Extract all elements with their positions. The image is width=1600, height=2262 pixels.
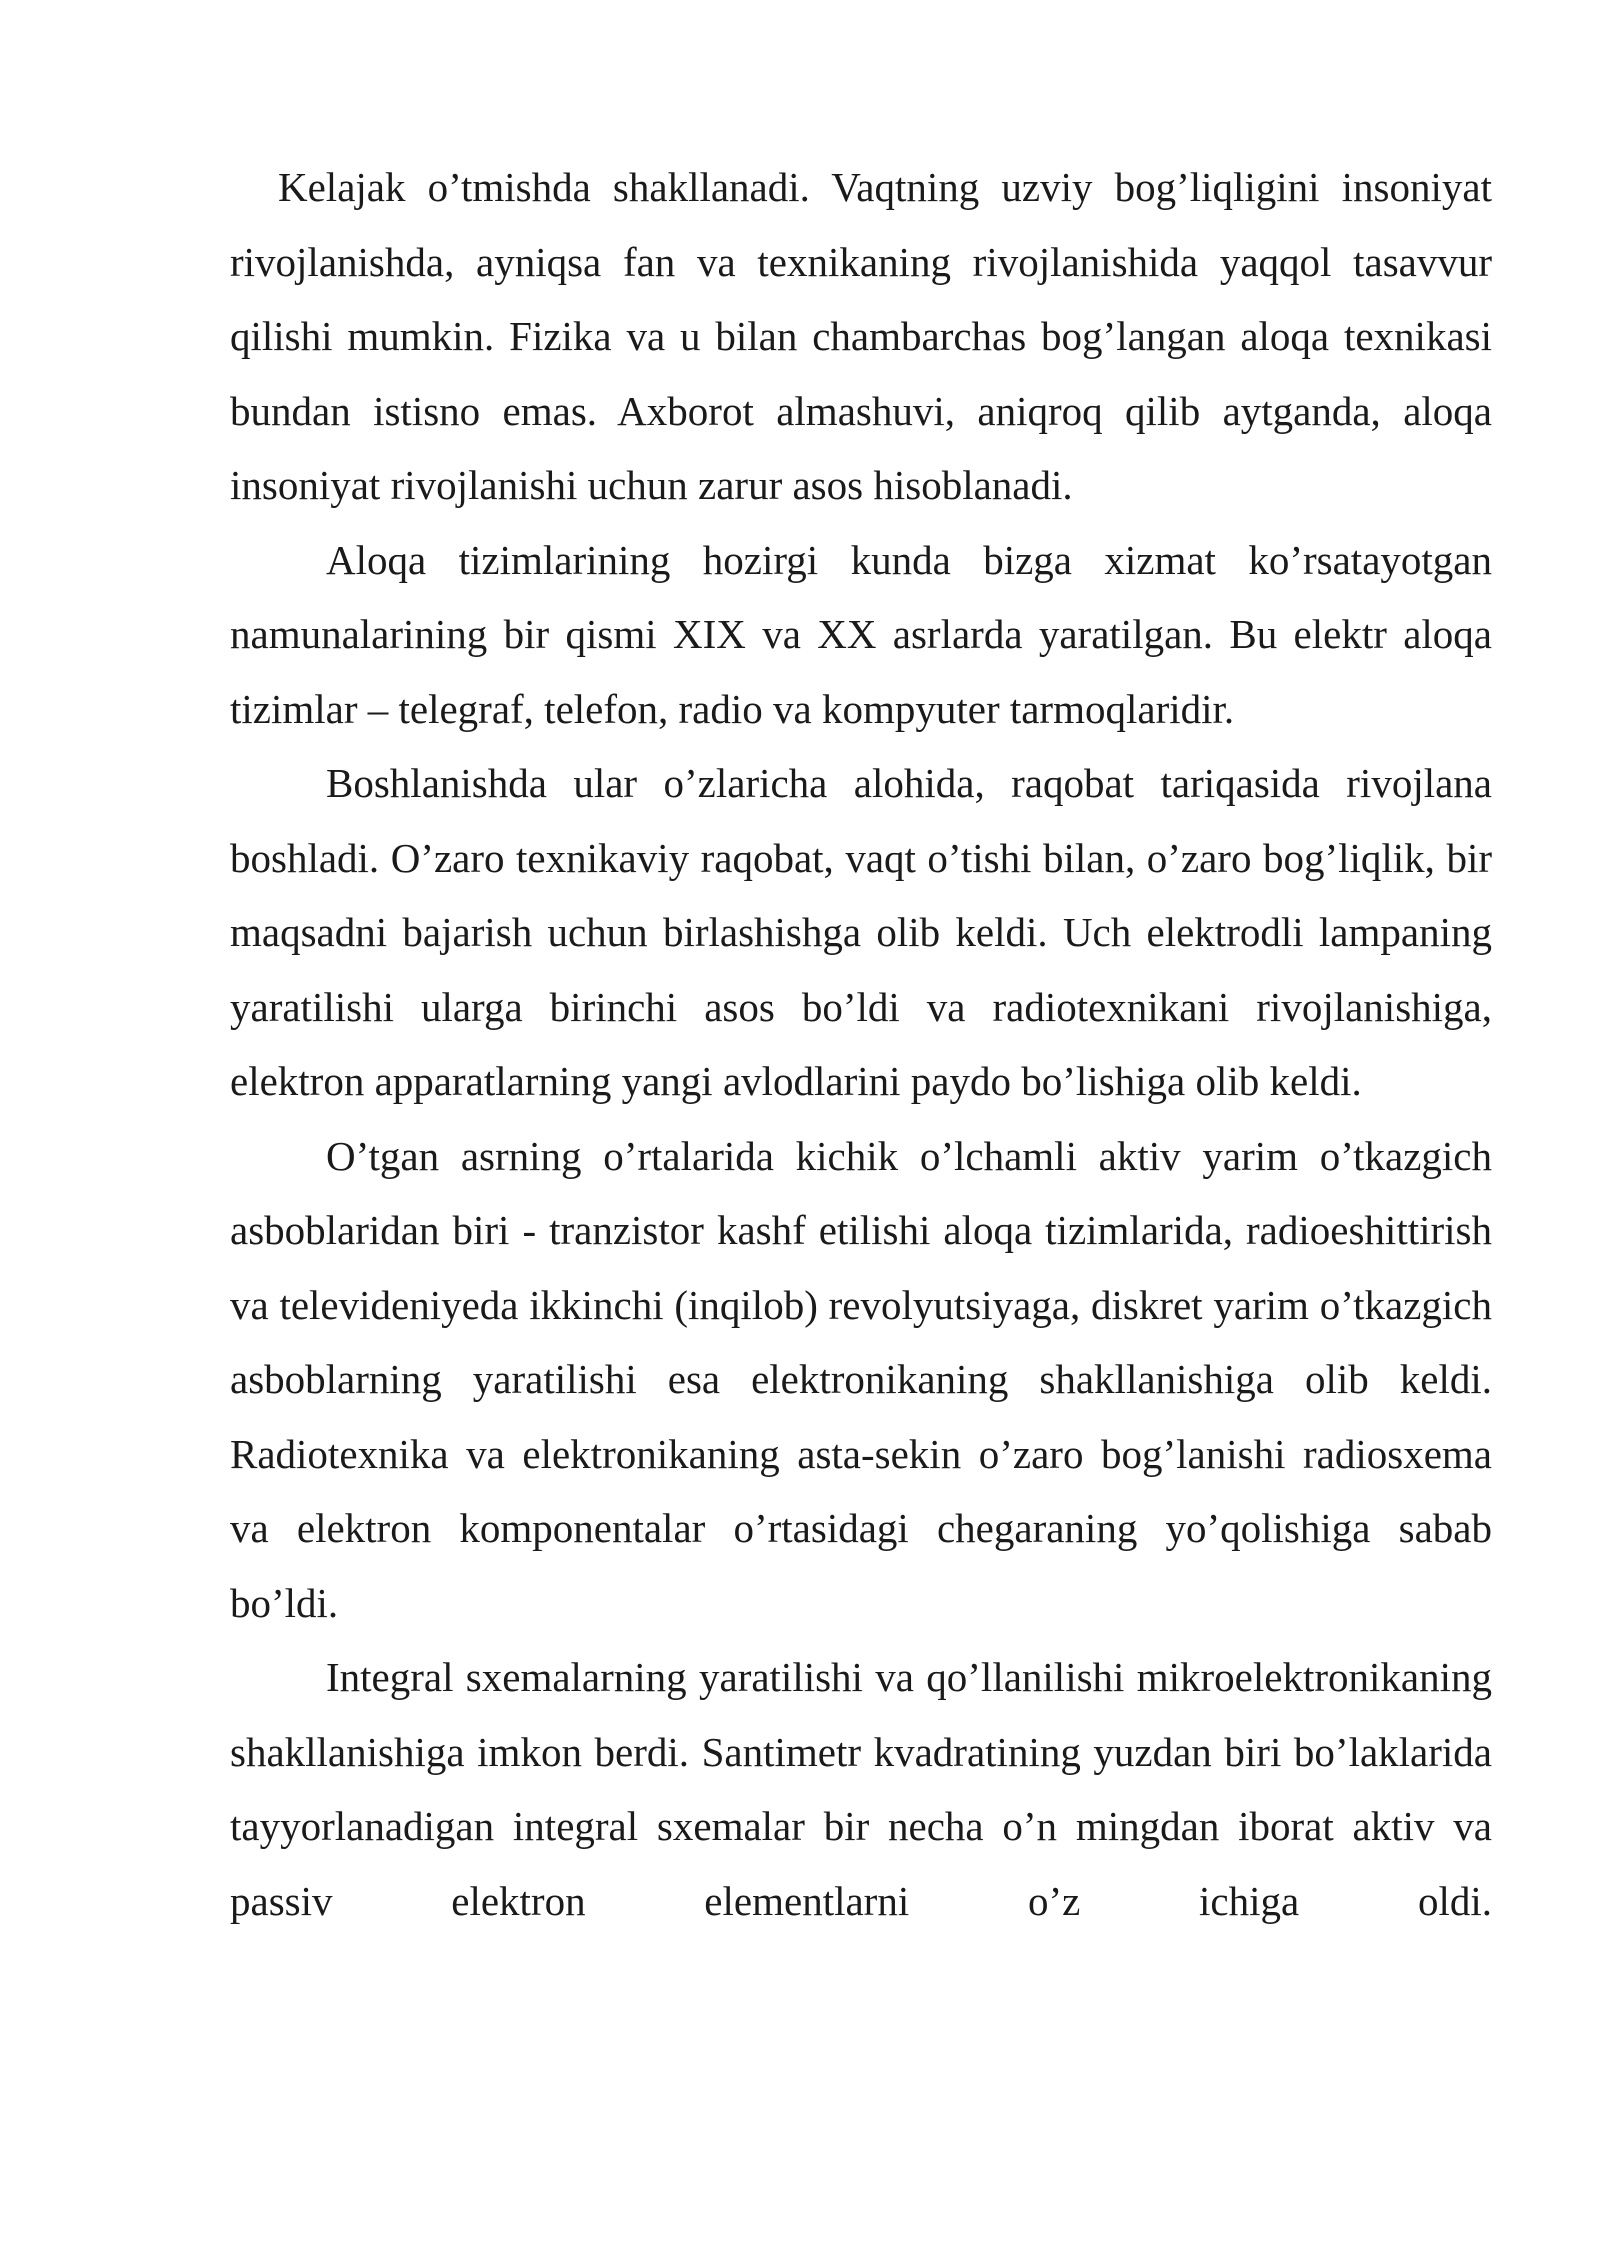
- document-body: [230, 150, 1492, 1938]
- paragraph-5: Integral sxemalarning yaratilishi va qo’llanilishi mikroelektronikaning shakllanishiga imkon berdi. Santimetr kvadratining yuzdan biri bo’laklarida tayyorlanadigan integral sxemalar bir necha o’n mingdan iborat aktiv va passiv elektron elementlarni o’z ichiga oldi.: [230, 1654, 1492, 1924]
- paragraph-3: Boshlanishda ular o’zlaricha alohida, raqobat tariqasida rivojlana boshladi. O’zaro texnikaviy raqobat, vaqt o’tishi bilan, o’zaro bog’liqlik, bir maqsadni bajarish uchun birlashishga olib keldi. Uch elektrodli lampaning yaratilishi ularga birinchi asos bo’ldi va radiotexnikani rivojlanishiga, elektron apparatlarning yangi avlodlarini paydo bo’lishiga olib keldi.: [230, 760, 1492, 1104]
- paragraph-2: Aloqa tizimlarining hozirgi kunda bizga xizmat ko’rsatayotgan namunalarining bir qismi XIX va XX asrlarda yaratilgan. Bu elektr aloqa tizimlar – telegraf, telefon, radio va kompyuter tarmoqlaridir.: [230, 536, 1492, 732]
- paragraph-1: Kelajak o’tmishda shakllanadi. Vaqtning uzviy bog’liqligini insoniyat rivojlanishda, ayniqsa fan va texnikaning rivojlanishida yaqqol tasavvur qilishi mumkin. Fizika va u bilan chambarchas bog’langan aloqa texnikasi bundan istisno emas. Axborot almashuvi, aniqroq qilib aytganda, aloqa insoniyat rivojlanishi uchun zarur asos hisoblanadi.: [230, 164, 1492, 508]
- paragraph-4: O’tgan asrning o’rtalarida kichik o’lchamli aktiv yarim o’tkazgich asboblaridan biri - tranzistor kashf etilishi aloqa tizimlarida, radioeshittirish va televideniyeda ikkinchi (inqilob) revolyutsiyaga, diskret yarim o’tkazgich asboblarning yaratilishi esa elektronikaning shakllanishiga olib keldi. Radiotexnika va elektronikaning asta-sekin o’zaro bog’lanishi radiosxema va elektron komponentalar o’rtasidagi chegaraning yo’qolishiga sabab bo’ldi.: [230, 1132, 1492, 1626]
